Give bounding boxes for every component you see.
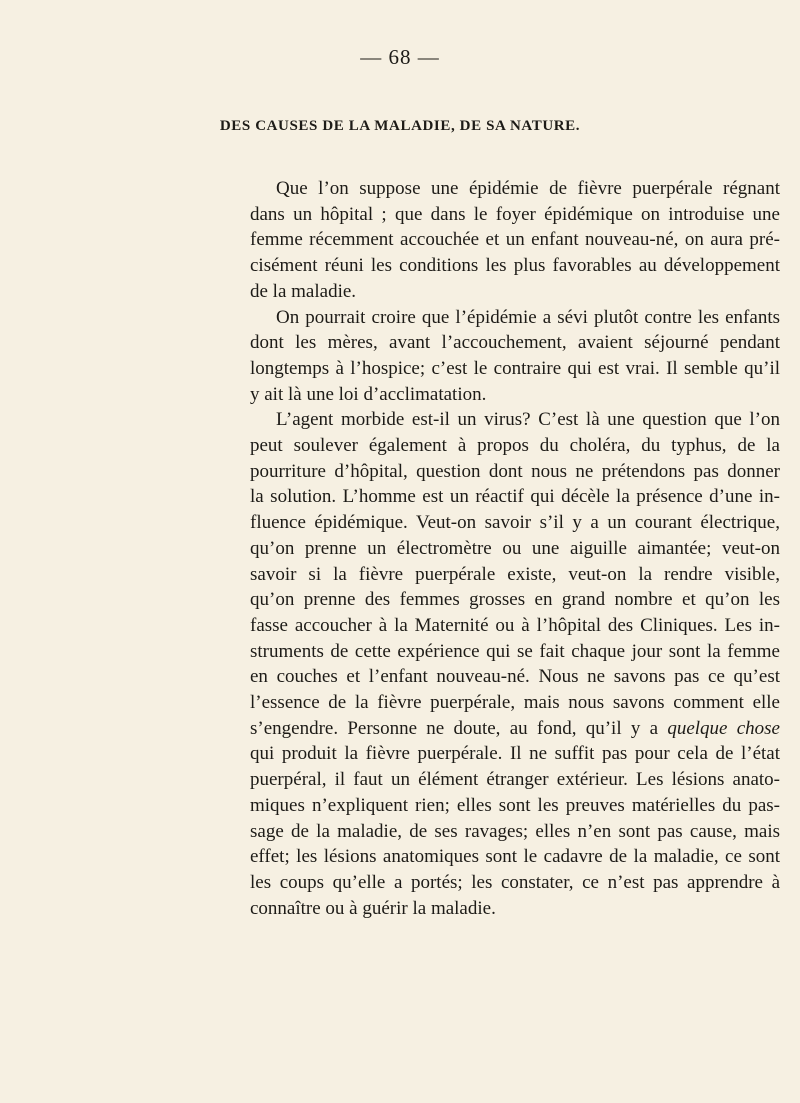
text-line: pourriture d’hôpital, question dont nous ne prétendons pas donner <box>250 460 780 482</box>
text-line: connaître ou à guérir la maladie. <box>250 897 496 919</box>
text-line: la solution. L’homme est un réactif qui décèle la présence d’une in- <box>250 486 780 508</box>
text-line: peut soulever également à propos du choléra, du typhus, de la <box>250 435 780 457</box>
text-line: fasse accoucher à la Maternité ou à l’hôpital des Cliniques. Les in- <box>250 614 780 636</box>
running-head: DES CAUSES DE LA MALADIE, DE SA NATURE. <box>219 118 581 134</box>
text-line: effet; les lésions anatomiques sont le cadavre de la maladie, ce sont <box>250 846 780 868</box>
text-line: y ait là une loi d’acclimatation. <box>250 383 487 405</box>
text-line: de la maladie. <box>250 280 357 302</box>
text-line: fluence épidémique. Veut-on savoir s’il y a un courant électrique, <box>250 512 780 534</box>
text-line: qu’on prenne un électromètre ou une aiguille aimantée; veut-on <box>250 537 780 559</box>
text-line: femme récemment accouchée et un enfant nouveau-né, on aura pré- <box>250 229 780 251</box>
text-line: les coups qu’elle a portés; les constater, ce n’est pas apprendre à <box>250 871 780 893</box>
paragraph-2 <box>250 305 780 408</box>
text-line: L’agent morbide est-il un virus? C’est là une question que l’on <box>276 409 780 431</box>
text-line: miques n’expliquent rien; elles sont les preuves matérielles du pas- <box>250 794 780 816</box>
body-text <box>250 176 780 921</box>
italic-phrase: quelque chose <box>667 717 780 739</box>
paragraph-1 <box>250 176 780 305</box>
text-line: qui produit la fièvre puerpérale. Il ne suffit pas pour cela de l’état <box>250 743 780 765</box>
paragraph-3 <box>250 407 780 921</box>
text-line: cisément réuni les conditions les plus favorables au développement <box>250 255 780 277</box>
text-line: qu’on prenne des femmes grosses en grand nombre et qu’on les <box>250 589 780 611</box>
text-line: On pourrait croire que l’épidémie a sévi plutôt contre les enfants <box>276 306 780 328</box>
text-line: struments de cette expérience qui se fait chaque jour sont la femme <box>250 640 780 662</box>
text-line: dont les mères, avant l’accouchement, avaient séjourné pendant <box>250 332 780 354</box>
text-line: dans un hôpital ; que dans le foyer épidémique on introduise une <box>250 203 780 225</box>
text-line-with-italic: s’engendre. Personne ne doute, au fond, qu’il y a quelque chose <box>250 717 780 739</box>
text-line: puerpéral, il faut un élément étranger extérieur. Les lésions anato- <box>250 769 780 791</box>
text-line: sage de la maladie, de ses ravages; elles n’en sont pas cause, mais <box>250 820 780 842</box>
text-line: en couches et l’enfant nouveau-né. Nous ne savons pas ce qu’est <box>250 666 780 688</box>
page-number: — 68 — <box>360 45 440 69</box>
text-line: longtemps à l’hospice; c’est le contraire qui est vrai. Il semble qu’il <box>250 357 780 379</box>
text-line: l’essence de la fièvre puerpérale, mais nous savons comment elle <box>250 692 780 714</box>
text-line: Que l’on suppose une épidémie de fièvre puerpérale régnant <box>276 178 780 199</box>
text-line: savoir si la fièvre puerpérale existe, veut-on la rendre visible, <box>250 563 780 585</box>
